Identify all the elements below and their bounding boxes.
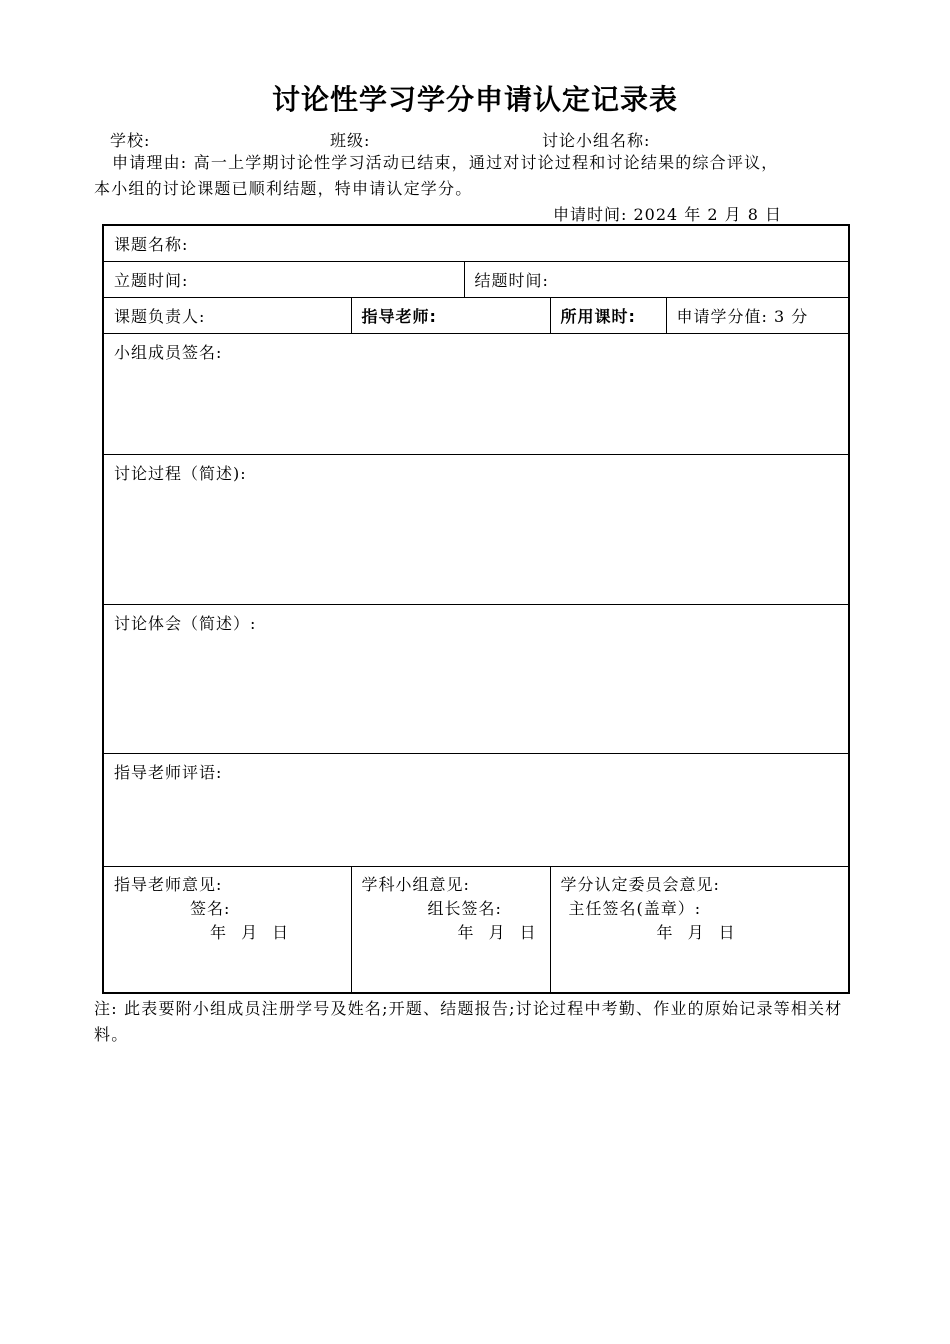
record-form-table <box>102 224 850 994</box>
credit-label: 申请学分值: 3 分 <box>676 307 809 326</box>
end-time-cell[interactable] <box>464 262 849 298</box>
credit-committee-opinion-cell[interactable] <box>550 867 849 993</box>
reflection-summary-cell[interactable] <box>103 605 849 754</box>
credit-committee-opinion-label: 学分认定委员会意见: <box>560 875 720 894</box>
advisor-comment-label: 指导老师评语: <box>114 763 223 782</box>
start-time-cell[interactable] <box>103 262 464 298</box>
footnote: 注: 此表要附小组成员注册学号及姓名;开题、结题报告;讨论过程中考勤、作业的原始记录等相关材料。 <box>94 999 843 1044</box>
credit-cell[interactable] <box>666 298 849 334</box>
advisor-opinion-cell[interactable] <box>103 867 351 993</box>
page-title: 讨论性学习学分申请认定记录表 <box>271 83 678 116</box>
group-name-field-label: 讨论小组名称: <box>542 131 651 150</box>
credit-committee-opinion-date: 年 月 日 <box>656 923 736 942</box>
members-signature-label: 小组成员签名: <box>114 343 223 362</box>
subject-group-opinion-label: 学科小组意见: <box>361 875 470 894</box>
advisor-comment-cell[interactable] <box>103 754 849 867</box>
topic-name-label: 课题名称: <box>114 235 189 254</box>
director-signature-label: 主任签名(盖章）: <box>568 899 702 918</box>
subject-group-opinion-cell[interactable] <box>351 867 550 993</box>
process-summary-label: 讨论过程（简述): <box>114 464 247 483</box>
reason-line-2: 本小组的讨论课题已顺利结题，特申请认定学分。 <box>94 179 473 198</box>
class-field-label: 班级: <box>330 131 371 150</box>
process-summary-cell[interactable] <box>103 455 849 605</box>
members-signature-cell[interactable] <box>103 334 849 455</box>
hours-cell[interactable] <box>550 298 666 334</box>
advisor-label: 指导老师: <box>361 307 437 326</box>
leader-cell[interactable] <box>103 298 351 334</box>
advisor-opinion-date: 年 月 日 <box>210 923 290 942</box>
application-reason <box>94 150 859 202</box>
end-time-label: 结题时间: <box>474 271 549 290</box>
application-date: 申请时间: 2024 年 2 月 8 日 <box>553 205 782 224</box>
hours-label: 所用课时: <box>560 307 636 326</box>
group-leader-signature-label: 组长签名: <box>427 899 502 918</box>
school-field-label: 学校: <box>110 131 151 150</box>
reflection-summary-label: 讨论体会（简述）: <box>114 614 257 633</box>
reason-line-1: 申请理由: 高一上学期讨论性学习活动已结束，通过对讨论过程和讨论结果的综合评议， <box>112 153 779 172</box>
leader-label: 课题负责人: <box>114 307 206 326</box>
start-time-label: 立题时间: <box>114 271 189 290</box>
advisor-cell[interactable] <box>351 298 550 334</box>
topic-name-cell[interactable] <box>103 225 849 262</box>
advisor-signature-label: 签名: <box>190 899 231 918</box>
subject-group-opinion-date: 年 月 日 <box>457 923 537 942</box>
advisor-opinion-label: 指导老师意见: <box>114 875 223 894</box>
